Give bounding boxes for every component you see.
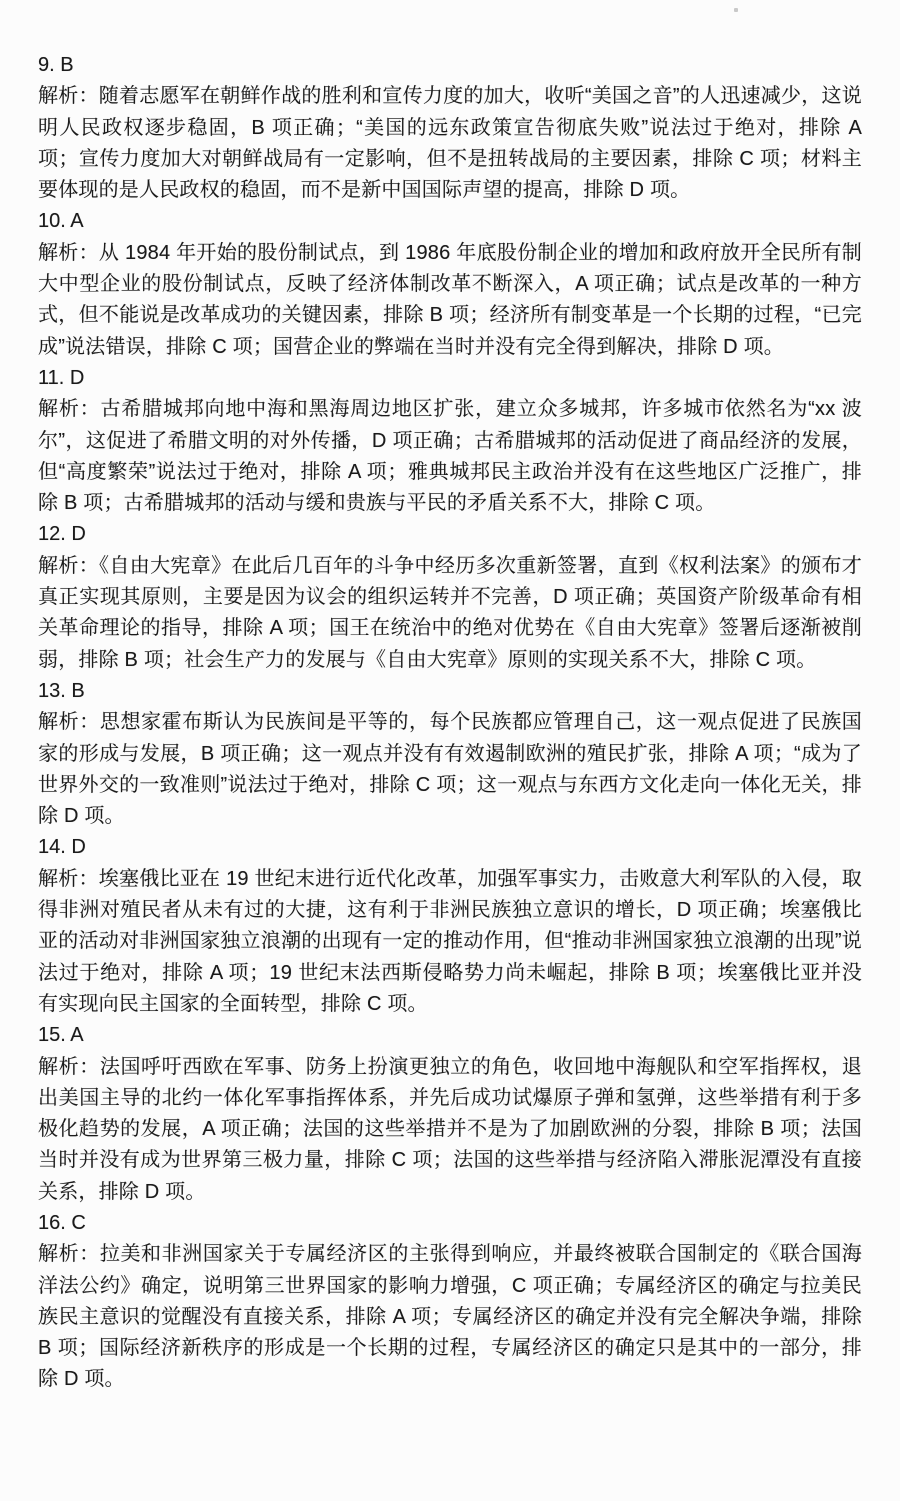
analysis-paragraph: 解析：古希腊城邦向地中海和黑海周边地区扩张，建立众多城邦，许多城市依然名为“xx 波尔”，这促进了希腊文明的对外传播，D 项正确；古希腊城邦的活动促进了商品经济的发展，但“高度繁荣”说法过于绝对，排除 A 项；雅典城邦民主政治并没有在这些地区广泛推广，排除 B 项；古希腊城邦的活动与缓和贵族与平民的矛盾关系不大，排除 C 项。 — [38, 398, 862, 515]
question-number-answer: 13. B — [38, 679, 85, 702]
answer-item-q11 — [38, 363, 862, 519]
analysis-paragraph: 解析：随着志愿军在朝鲜作战的胜利和宣传力度的加大，收听“美国之音”的人迅速减少，这说明人民政权逐步稳固，B 项正确；“美国的远东政策宣告彻底失败”说法过于绝对，排除 A 项；宣传力度加大对朝鲜战局有一定影响，但不是扭转战局的主要因素，排除 C 项；材料主要体现的是人民政权的稳固，而不是新中国国际声望的提高，排除 D 项。 — [38, 85, 862, 202]
answer-item-q16 — [38, 1208, 862, 1396]
answers-content — [38, 50, 862, 1396]
answer-item-q15 — [38, 1020, 862, 1208]
question-number-answer: 10. A — [38, 210, 84, 233]
question-number-answer: 12. D — [38, 523, 86, 546]
answer-item-q14 — [38, 832, 862, 1020]
answer-item-q12 — [38, 519, 862, 675]
analysis-paragraph: 解析：法国呼吁西欧在军事、防务上扮演更独立的角色，收回地中海舰队和空军指挥权，退出美国主导的北约一体化军事指挥体系，并先后成功试爆原子弹和氢弹，这些举措有利于多极化趋势的发展，A 项正确；法国的这些举措并不是为了加剧欧洲的分裂，排除 B 项；法国当时并没有成为世界第三极力量，排除 C 项；法国的这些举措与经济陷入滞胀泥潭没有直接关系，排除 D 项。 — [38, 1055, 862, 1203]
analysis-paragraph: 解析：埃塞俄比亚在 19 世纪末进行近代化改革，加强军事实力，击败意大利军队的入侵，取得非洲对殖民者从未有过的大捷，这有利于非洲民族独立意识的增长，D 项正确；埃塞俄比亚的活动对非洲国家独立浪潮的出现有一定的推动作用，但“推动非洲国家独立浪潮的出现”说法过于绝对，排除 A 项；19 世纪末法西斯侵略势力尚未崛起，排除 B 项；埃塞俄比亚并没有实现向民主国家的全面转型，排除 C 项。 — [38, 867, 862, 1015]
analysis-paragraph: 解析：拉美和非洲国家关于专属经济区的主张得到响应，并最终被联合国制定的《联合国海洋法公约》确定，说明第三世界国家的影响力增强，C 项正确；专属经济区的确定与拉美民族民主意识的觉醒没有直接关系，排除 A 项；专属经济区的确定并没有完全解决争端，排除 B 项；国际经济新秩序的形成是一个长期的过程，专属经济区的确定只是其中的一部分，排除 D 项。 — [38, 1243, 862, 1391]
question-number-answer: 15. A — [38, 1024, 84, 1047]
answer-item-q13 — [38, 676, 862, 832]
answer-item-q10 — [38, 206, 862, 362]
analysis-paragraph: 解析：思想家霍布斯认为民族间是平等的，每个民族都应管理自己，这一观点促进了民族国家的形成与发展，B 项正确；这一观点并没有有效遏制欧洲的殖民扩张，排除 A 项；“成为了世界外交的一致准则”说法过于绝对，排除 C 项；这一观点与东西方文化走向一体化无关，排除 D 项。 — [38, 711, 862, 828]
question-number-answer: 11. D — [38, 366, 85, 389]
question-number-answer: 16. C — [38, 1211, 86, 1234]
question-number-answer: 9. B — [38, 54, 74, 76]
analysis-paragraph: 解析：《自由大宪章》在此后几百年的斗争中经历多次重新签署，直到《权利法案》的颁布才真正实现其原则，主要是因为议会的组织运转并不完善，D 项正确；英国资产阶级革命有相关革命理论的指导，排除 A 项；国王在统治中的绝对优势在《自由大宪章》签署后逐渐被削弱，排除 B 项；社会生产力的发展与《自由大宪章》原则的实现关系不大，排除 C 项。 — [38, 554, 862, 671]
question-number-answer: 14. D — [38, 836, 86, 859]
analysis-paragraph: 解析：从 1984 年开始的股份制试点，到 1986 年底股份制企业的增加和政府放开全民所有制大中型企业的股份制试点，反映了经济体制改革不断深入，A 项正确；试点是改革的一种方式，但不能说是改革成功的关键因素，排除 B 项；经济所有制变革是一个长期的过程，“已完成”说法错误，排除 C 项；国营企业的弊端在当时并没有完全得到解决，排除 D 项。 — [38, 241, 862, 358]
answer-item-q9 — [38, 50, 862, 206]
scan-artifact — [734, 8, 738, 12]
